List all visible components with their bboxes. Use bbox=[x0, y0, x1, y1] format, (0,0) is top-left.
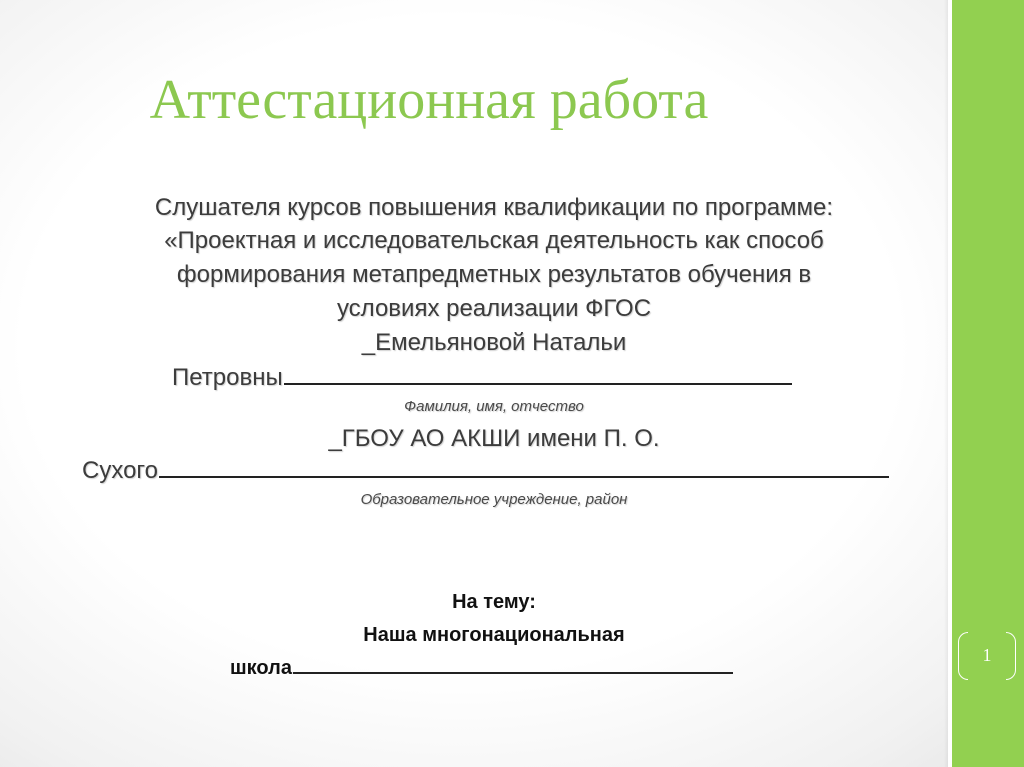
page-number-badge bbox=[958, 632, 1016, 680]
name-underline bbox=[284, 383, 792, 385]
program-line-2: «Проектная и исследовательская деятельность как способ bbox=[164, 227, 824, 254]
program-line-4: условиях реализации ФГОС bbox=[336, 295, 652, 322]
institution-caption: Образовательное учреждение, район bbox=[360, 491, 628, 508]
slide-title: Аттестационная работа bbox=[149, 69, 709, 131]
program-line-1: Слушателя курсов повышения квалификации по программе: bbox=[154, 194, 834, 221]
topic-line-2: школа bbox=[230, 657, 292, 679]
institution-row bbox=[82, 456, 889, 486]
right-brace-icon bbox=[1006, 632, 1016, 680]
institution-underline bbox=[159, 476, 889, 478]
topic-underline bbox=[293, 672, 733, 674]
author-name-line-1: _Емельяновой Натальи bbox=[361, 329, 627, 356]
program-line-3: формирования метапредметных результатов обучения в bbox=[176, 261, 812, 288]
author-name-line-2: Петровны bbox=[172, 364, 283, 391]
author-name-row bbox=[172, 363, 792, 393]
page-number: 1 bbox=[982, 645, 992, 665]
institution-line-2: Сухого bbox=[82, 457, 158, 484]
name-caption: Фамилия, имя, отчество bbox=[404, 398, 584, 415]
institution-line-1: _ГБОУ АО АКШИ имени П. О. bbox=[328, 425, 660, 452]
topic-label: На тему: bbox=[452, 591, 536, 613]
topic-line-1: Наша многонациональная bbox=[363, 624, 625, 646]
topic-row bbox=[230, 655, 733, 681]
